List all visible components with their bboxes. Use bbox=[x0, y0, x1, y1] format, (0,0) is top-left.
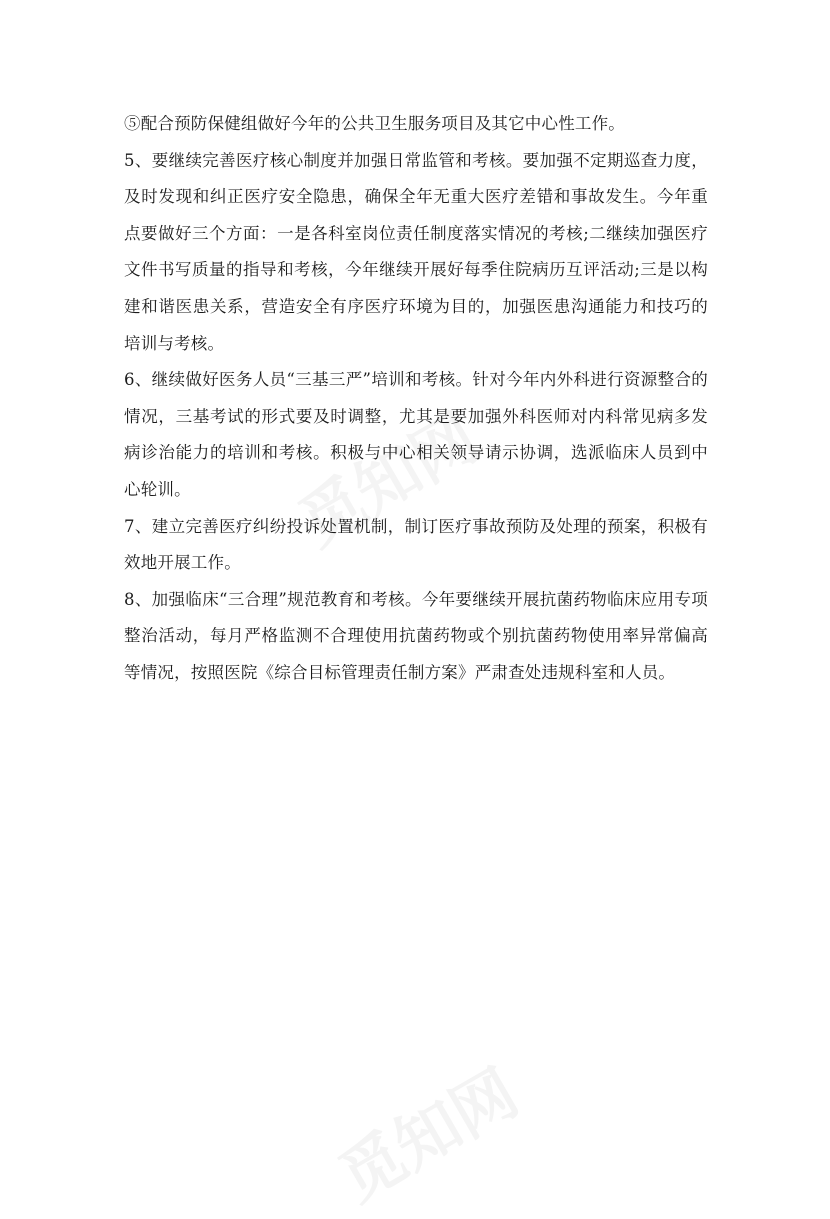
paragraph-section-5-core-system: 5、要继续完善医疗核心制度并加强日常监管和考核。要加强不定期巡查力度，及时发现和纠正医疗安全隐患，确保全年无重大医疗差错和事故发生。今年重点要做好三个方面：一是各科室岗位责任制度落实情况的考核;二继续加强医疗文件书写质量的指导和考核，今年继续开展好每季住院病历互评活动;三是以构建和谐医患关系，营造安全有序医疗环境为目的，加强医患沟通能力和技巧的培训与考核。 bbox=[124, 150, 708, 353]
paragraph-item-5-public-health: ⑤配合预防保健组做好今年的公共卫生服务项目及其它中心性工作。 bbox=[124, 114, 625, 133]
watermark bbox=[320, 1043, 532, 1219]
paragraph-section-7-disputes: 7、建立完善医疗纠纷投诉处置机制，制订医疗事故预防及处理的预案，积极有效地开展工作。 bbox=[124, 516, 708, 573]
document-body bbox=[124, 106, 708, 692]
paragraph-section-8-antibiotics: 8、加强临床“三合理”规范教育和考核。今年要继续开展抗菌药物临床应用专项整治活动，每月严格监测不合理使用抗菌药物或个别抗菌药物使用率异常偏高等情况，按照医院《综合目标管理责任制方案》严肃查处违规科室和人员。 bbox=[124, 589, 708, 682]
paragraph-section-6-training: 6、继续做好医务人员“三基三严”培训和考核。针对今年内外科进行资源整合的情况，三基考试的形式要及时调整，尤其是要加强外科医师对内科常见病多发病诊治能力的培训和考核。积极与中心相关领导请示协调，选派临床人员到中心轮训。 bbox=[124, 370, 708, 499]
